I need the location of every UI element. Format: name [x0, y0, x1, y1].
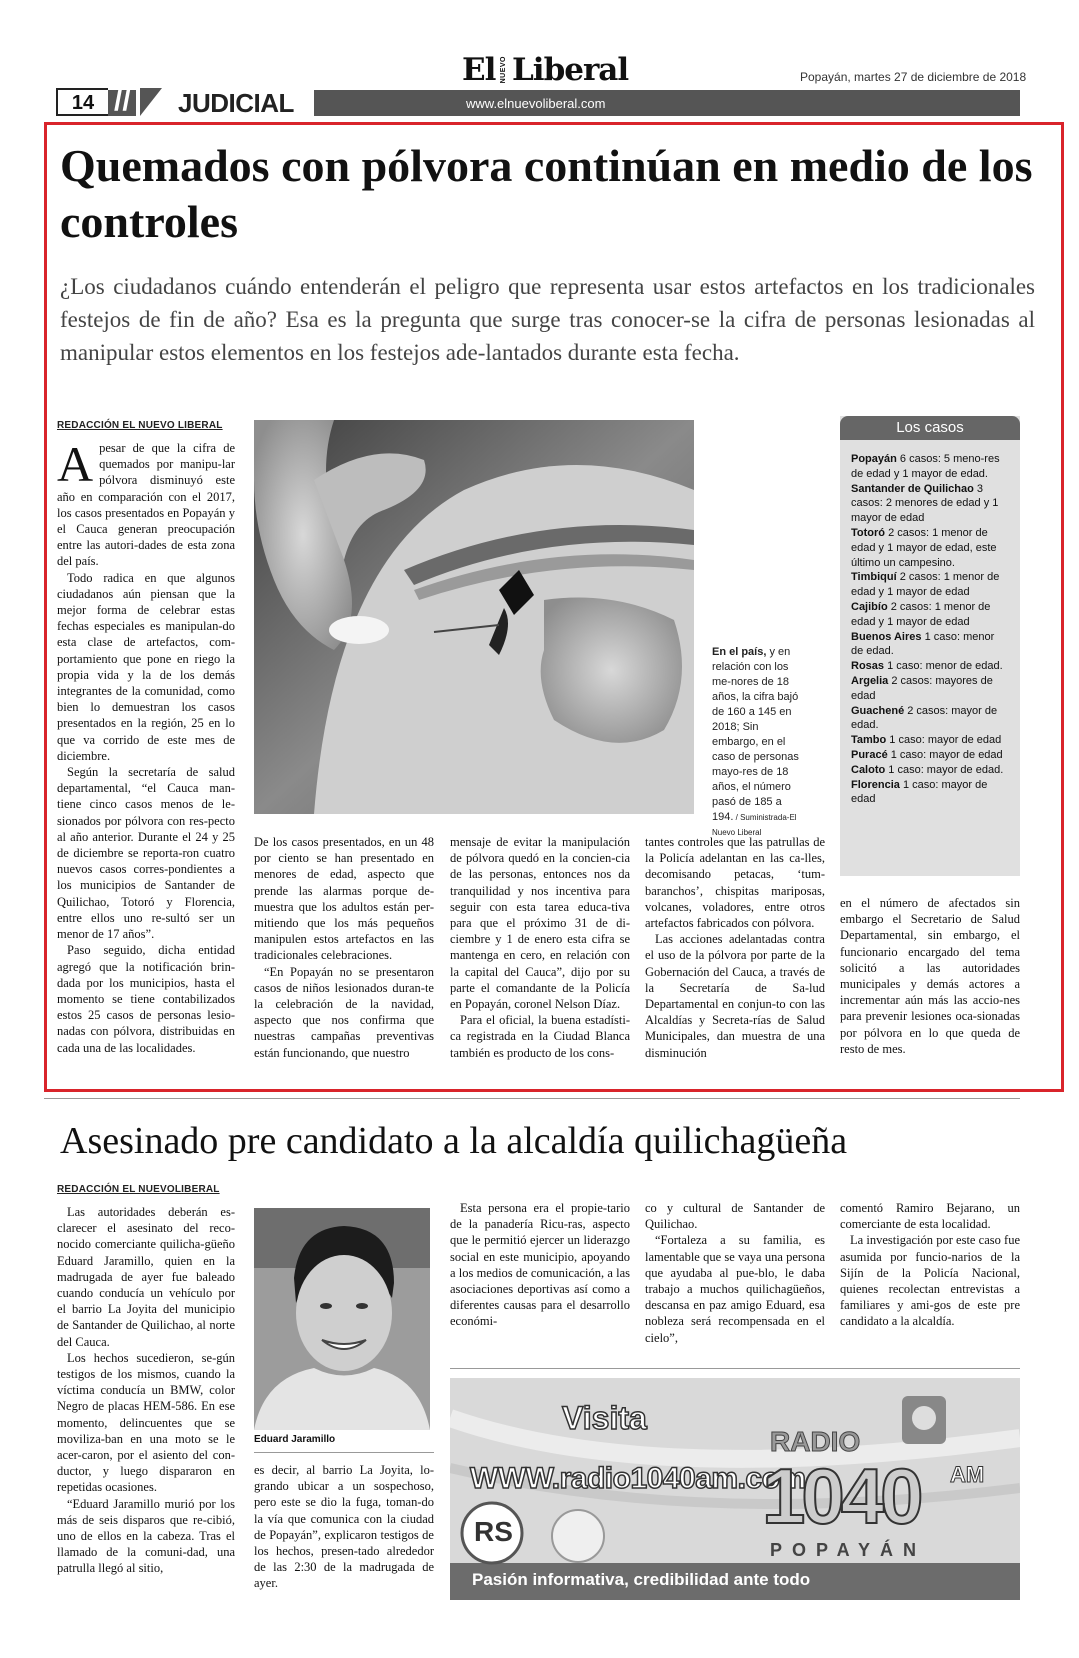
paragraph: Esta persona era el propie-tario de la panadería Ricu-ras, aspecto que le permitió ejercer un liderazgo social en este municipio, apoyando a los medios de comunicación, a las asociaciones deportivas así como a diferentes causas para el desarrollo económi- — [450, 1201, 630, 1329]
case-place: Santander de Quilichao — [851, 482, 974, 495]
paragraph: Todo radica en que algunos ciudadanos aún piensan que la mejor forma de celebrar estas fechas especiales es manipulan-do esta clase de artefactos, com-portamiento que pone en riego la propia vida y la de los demás integrantes de la comunidad, como bien lo demuestran los casos presentados en la región, 25 en lo que va corrido de este mes de diciembre. — [57, 570, 235, 763]
case-entry — [851, 453, 1000, 480]
case-place: Cajibío — [851, 600, 888, 613]
photo-credit: / Suministrada-El Nuevo Liberal — [712, 813, 797, 837]
case-place: Popayán — [851, 453, 897, 465]
case-detail: 1 caso: menor de edad. — [884, 660, 1003, 673]
ad-url[interactable]: WWW.radio1040am.com — [470, 1462, 806, 1495]
case-place: Totoró — [851, 526, 886, 539]
radio-advertisement[interactable] — [450, 1378, 1020, 1600]
site-url[interactable]: www.elnuevoliberal.com — [466, 96, 606, 111]
case-detail: 6 casos: 5 meno-res de edad y 1 mayor de edad. — [851, 453, 1000, 480]
sidebar-list — [851, 452, 1009, 807]
ad-rs-logo: RS — [474, 1516, 513, 1547]
article-column-2 — [254, 834, 434, 1061]
photo-caption — [712, 645, 804, 840]
case-detail: 2 casos: mayor de edad. — [851, 704, 998, 732]
case-place: Tambo — [851, 734, 887, 747]
page-number: 14 — [56, 88, 108, 116]
case-place: Puracé — [851, 748, 888, 761]
case-entry — [851, 749, 1003, 761]
case-place: Argelia — [851, 674, 889, 687]
paragraph: mensaje de evitar la manipulación de pólvora quedó en la concien-cia de las personas, entonces nos da tranquilidad y nos incentiva para seguir con esta tarea educa-tiva para que el próximo 31 de di-ciembre y 1 de enero esta cifra se mantenga en cero, en relación con la capital del Cauca”, dijo por su parte el comandante de la Policía en Popayán, coronel Nelson Díaz. — [450, 835, 630, 1012]
ad-slogan: Pasión informativa, credibilidad ante todo — [472, 1570, 811, 1589]
case-place: Florencia — [851, 778, 900, 791]
ad-divider — [450, 1368, 1020, 1369]
paragraph: Las acciones adelantadas contra el uso de la pólvora por parte de la Gobernación del Cauca, a través de la Secretaría de Sa-lud Departamental en conjun-to con las Alcaldías y Secreta-rías de Salud Municipales, dan muestra de una disminución — [645, 932, 825, 1060]
caption-lead: En el país, — [712, 646, 767, 658]
article2-column-5 — [840, 1200, 1020, 1330]
paragraph: en el número de afectados sin embargo el Secretario de Salud Departamental, sin embargo, el funcionario encargado del tema solicitó a las autoridades municipales y demás actores a incrementar aún más las accio-nes para prevenir lesiones oca-sionadas por pólvora en lo que queda de resto de mes. — [840, 896, 1020, 1056]
case-entry — [851, 764, 1003, 776]
portrait-graphic — [254, 1208, 430, 1430]
case-entry — [851, 571, 999, 598]
case-entry — [851, 675, 993, 702]
paragraph: Según la secretaría de salud departamental, “el Cauca man-tiene cinco casos menos de le-sionados por pólvora con res-pecto al año anterior. Durante el 24 y 25 de diciembre se reporta-ron cuatro nuevos casos corres-pondientes a los municipios de Santander de Quilichao, Totoró y Florencia, entre ellos uno re-sultó ser un menor de 17 años”. — [57, 765, 235, 942]
case-place: Guachené — [851, 704, 905, 717]
article-deck: ¿Los ciudadanos cuándo entenderán el peligro que representa usar estos artefactos en los tradicionales festejos de fin de año? Esa es la pregunta que surge tras conocer-se la cifra de personas lesionadas al manipular estos elementos en los festejos ade-lantados durante esta fecha. — [60, 274, 1035, 365]
case-entry — [851, 631, 994, 658]
caption-rule — [254, 1452, 434, 1453]
case-entry — [851, 483, 998, 525]
article2-byline: REDACCIÓN EL NUEVOLIBERAL — [57, 1184, 220, 1195]
ad-city: POPAYÁN — [770, 1540, 927, 1560]
case-detail: 3 casos: 2 menores de edad y 1 mayor de edad — [851, 482, 999, 525]
article-column-1 — [57, 436, 235, 1056]
caption-text: y en relación con los me-nores de 18 años, la cifra bajó de 160 a 145 en 2018; Sin embargo, en el caso de personas mayo-res de 18 años, el número pasó de 185 a 194. — [712, 646, 799, 823]
paragraph: “En Popayán no se presentaron casos de niños lesionados duran-te la celebración de la navidad, aspecto que nos confirma que nuestras campañas preventivas están funcionando, que nuestro — [254, 964, 434, 1060]
case-detail: 1 caso: mayor de edad — [887, 748, 1003, 761]
case-detail: 2 casos: mayores de edad — [851, 674, 993, 702]
case-place: Rosas — [851, 660, 885, 673]
case-detail: 2 casos: 1 menor de edad y 1 mayor de edad, este último un campesino. — [851, 526, 997, 569]
fireworks-photo — [254, 420, 694, 814]
article-column-3 — [450, 834, 630, 1061]
victim-portrait — [254, 1208, 430, 1430]
article-divider — [44, 1098, 1020, 1099]
article-headline: Quemados con pólvora continúan en medio de los controles — [60, 140, 1033, 247]
paragraph: De los casos presentados, en un 48 por ciento se han presentado en menores de edad, aspecto que prende las alarmas porque de-muestra que los adultos están per-mitiendo que los más pequeños manipulen estos artefactos en las tradicionales celebraciones. — [254, 835, 434, 963]
section-title: JUDICIAL — [136, 88, 314, 116]
portrait-caption: Eduard Jaramillo — [254, 1434, 336, 1445]
drop-cap: A — [57, 436, 94, 492]
article-column-4 — [645, 834, 825, 1061]
case-entry — [851, 734, 1001, 746]
case-place: Caloto — [851, 763, 886, 776]
paragraph: co y cultural de Santander de Quilichao. — [645, 1201, 825, 1232]
case-entry — [851, 705, 997, 732]
paragraph: Para el oficial, la buena estadísti-ca registrada en la Ciudad Blanca también es producto de los cons- — [450, 1013, 630, 1060]
case-place: Timbiquí — [851, 571, 897, 584]
case-entry — [851, 779, 987, 806]
paragraph: “Eduard Jaramillo murió por los más de seis disparos que re-cibió, uno de ellos en la cabeza. Tras el llamado de la comuni-dad, una patrulla llegó al sitio, — [57, 1496, 235, 1576]
case-detail: 1 caso: mayor de edad. — [885, 763, 1004, 776]
paragraph: es decir, al barrio La Joyita, lo-grando ubicar a un sospechoso, pero este se dio la fuga, toman-do la vía que comunica con la ciudad de Popayán”, explicaron testigos de los hechos, presen-tado alrededor de las 2:30 de la madrugada de ayer. — [254, 1463, 434, 1591]
article-byline: REDACCIÓN EL NUEVO LIBERAL — [57, 420, 223, 431]
paragraph: La investigación por este caso fue asumida por funcio-narios de la Sijín de la Policía Nacional, quienes recolectan entrevistas a familiares y ami-gos de este pre candidato a la alcaldía. — [840, 1233, 1020, 1329]
article2-column-3 — [450, 1200, 630, 1330]
article-column-5 — [840, 895, 1020, 1057]
case-detail: 1 caso: menor de edad. — [851, 630, 995, 658]
paragraph: Las autoridades deberán es-clarecer el asesinato del reco-nocido comerciante quilicha-güeño Eduard Jaramillo, quien en la madrugada de ayer fue baleado cuando conducía un vehículo por el barrio La Joyita del municipio de Santander de Quilichao, al norte del Cauca. — [57, 1205, 235, 1349]
case-detail: 2 casos: 1 menor de edad y 1 mayor de edad — [851, 600, 991, 628]
slash-decoration: // — [114, 84, 131, 117]
case-place: Buenos Aires — [851, 630, 922, 643]
sidebar-title: Los casos — [840, 416, 1020, 440]
case-detail: 1 caso: mayor de edad — [886, 734, 1002, 747]
article2-headline: Asesinado pre candidato a la alcaldía quilichagüeña — [60, 1120, 848, 1162]
paragraph: “Fortaleza a su familia, es lamentable que se vaya una persona que ayudaba al pue-blo, le daba trabajo a muchos quilichagüeños, descansa en paz amigo Eduard, esa nobleza será recompensada en el cielo”, — [645, 1233, 825, 1345]
ad-frequency: 1040 — [762, 1452, 920, 1540]
logo-el: El — [462, 52, 496, 88]
ad-am: AM — [950, 1462, 985, 1487]
ad-radio: RADIO — [770, 1426, 861, 1457]
paragraph: Paso seguido, dicha entidad agregó que la notificación brin-dada por los municipios, hasta el momento se tiene contabilizados estos 25 casos de personas lesio-nadas con pólvora, distribuidas en cada una de las localidades. — [57, 943, 235, 1055]
fireworks-photo-graphic — [254, 420, 694, 814]
paragraph: Los hechos sucedieron, se-gún testigos de los mismos, cuando la víctima conducía un BMW, color Negro de placas HEM-586. En ese momento, delincuentes que se moviliza-ban en una moto se le acer-caron, por el asiento del con-ductor, y luego dispararon en repetidas ocasiones. — [57, 1350, 235, 1495]
case-entry — [851, 660, 1003, 672]
article2-column-4 — [645, 1200, 825, 1346]
paragraph: pesar de que la cifra de quemados por manipu-lar pólvora disminuyó este año en comparación con el 2017, los casos presentados en Popayán y el Cauca generan preocupación entre las autori-dades de esta zona del país. — [57, 441, 235, 569]
case-detail: 2 casos: 1 menor de edad y 1 mayor de edad — [851, 571, 1000, 599]
article2-column-1 — [57, 1204, 235, 1577]
case-entry — [851, 527, 997, 569]
paragraph: tantes controles que las patrullas de la Policía adelantan en las ca-lles, decomisando petacas, ‘tum-baranchos’, chispitas mariposas, volcanes, voladores, entre otros artefactos fabricados con pólvora. — [645, 835, 825, 931]
paragraph: comentó Ramiro Bejarano, un comerciante de esta localidad. — [840, 1201, 1020, 1232]
article2-column-2 — [254, 1462, 434, 1592]
ad-visita: Visita — [562, 1400, 647, 1436]
case-detail: 1 caso: mayor de edad — [851, 778, 988, 806]
logo-liberal: Liberal — [512, 52, 629, 88]
case-entry — [851, 601, 990, 628]
logo-nuevo: NUEVO — [500, 56, 507, 84]
issue-date: Popayán, martes 27 de diciembre de 2018 — [800, 70, 1027, 84]
newspaper-logo — [462, 52, 629, 88]
